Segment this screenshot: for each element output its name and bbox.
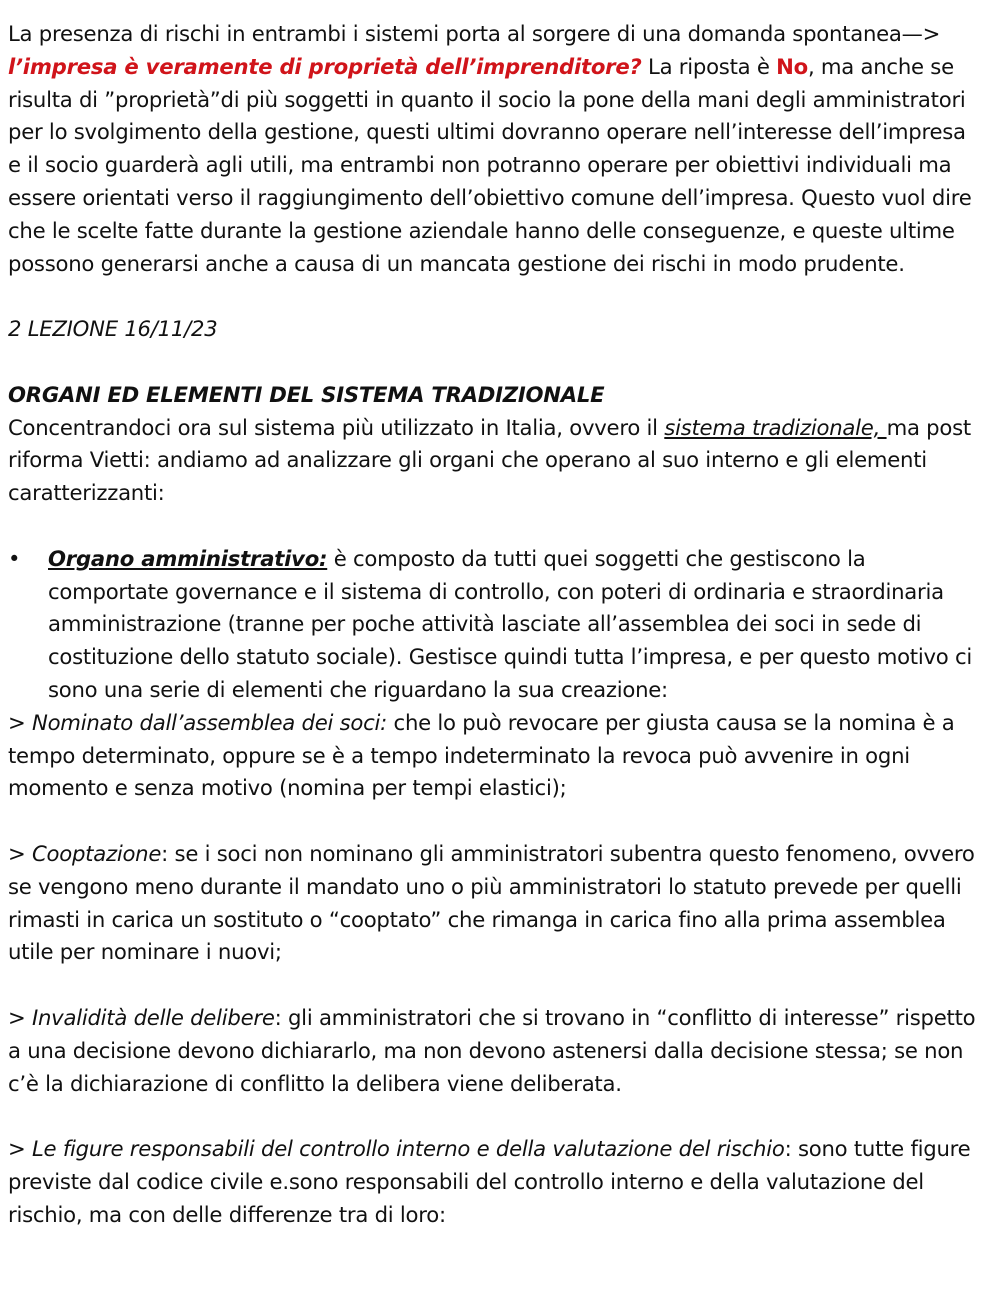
list-item [8, 1002, 983, 1100]
intro-rest: , ma anche se risulta di ”proprietà”di più soggetti in quanto il socio la pone della mani degli amministratori per lo svolgimento della gestione, questi ultimi dovranno operare nell’interesse dell’impresa e il socio guarderà agli utili, ma entrambi non potranno operare per obiettivi individuali ma essere orientati verso il raggiungimento dell’obiettivo comune dell’impresa. Questo vuol dire che le scelte fatte durante la gestione aziendale hanno delle conseguenze, e queste ultime possono generarsi anche a causa di un mancata gestione dei rischi in modo prudente. [8, 53, 972, 276]
list-item-title: Cooptazione [32, 840, 162, 866]
lesson-heading: 2 LEZIONE 16/11/23 [8, 316, 218, 342]
intro-paragraph [8, 18, 983, 280]
list-item-text: : sono tutte figure previste dal codice civile e.sono responsabili del controllo interno e della valutazione del rischio, ma con delle differenze tra di loro: [8, 1136, 971, 1227]
bullet-title: Organo amministrativo: [48, 545, 328, 571]
list-item [8, 838, 983, 969]
intro-answer: No [776, 53, 808, 79]
list-item-prefix: > [8, 1004, 32, 1030]
intro-line-start: La presenza di rischi in entrambi i sistemi porta al sorgere di una domanda spontanea—> [8, 21, 941, 46]
spacer [8, 346, 983, 379]
section-text-after: ma post riforma Vietti: andiamo ad analizzare gli organi che operano al suo interno e gli elementi caratterizzanti: [8, 414, 971, 506]
spacer [8, 280, 983, 313]
list-item-prefix: > [8, 709, 32, 735]
list-item-title: Le figure responsabili del controllo interno e della valutazione del rischio [32, 1136, 785, 1162]
section-text-before: Concentrandoci ora sul sistema più utilizzato in Italia, ovvero il [8, 414, 665, 440]
bullet-item [8, 543, 983, 707]
list-item-prefix: > [8, 840, 32, 866]
intro-answer-prefix: La riposta è [641, 53, 777, 79]
intro-question: l’impresa è veramente di proprietà dell’imprenditore? [8, 53, 642, 79]
section-intro [8, 412, 983, 510]
bullet-body: è composto da tutti quei soggetti che gestiscono la comportate governance e il sistema di controllo, con poteri di ordinaria e straordinaria amministrazione (tranne per poche attività lasciate all’assemblea dei soci in sede di costituzione dello statuto sociale). Gestisce quindi tutta l’impresa, e per questo motivo ci sono una serie di elementi che riguardano la sua creazione: [48, 545, 973, 702]
list-item [8, 1133, 983, 1231]
section-underlined-term: sistema tradizionale, [664, 414, 887, 440]
spacer [8, 805, 983, 838]
spacer [8, 969, 983, 1002]
spacer [8, 1100, 983, 1133]
list-item [8, 707, 983, 805]
list-item-title: Invalidità delle delibere [32, 1004, 275, 1030]
bullet-text [48, 543, 983, 707]
section-title: ORGANI ED ELEMENTI DEL SISTEMA TRADIZIONALE [8, 381, 605, 407]
list-item-prefix: > [8, 1136, 32, 1162]
list-item-text: : se i soci non nominano gli amministratori subentra questo fenomeno, ovvero se vengono meno durante il mandato uno o più amministratori lo statuto prevede per quelli rimasti in carica un sostituto o “cooptato” che rimanga in carica fino alla prima assemblea utile per nominare i nuovi; [8, 840, 975, 965]
bullet-dot-icon: • [8, 545, 21, 571]
spacer [8, 510, 983, 543]
list-item-text: : gli amministratori che si trovano in “conflitto di interesse” rispetto a una decisione devono dichiararlo, ma non devono astenersi dalla decisione stessa; se non c’è la dichiarazione di conflitto la delibera viene deliberata. [8, 1004, 976, 1096]
list-item-title: Nominato dall’assemblea dei soci: [32, 709, 388, 735]
list-item-text: che lo può revocare per giusta causa se la nomina è a tempo determinato, oppure se è a tempo indeterminato la revoca può avvenire in ogni momento e senza motivo (nomina per tempi elastici); [8, 709, 955, 801]
document-page [8, 18, 983, 1231]
